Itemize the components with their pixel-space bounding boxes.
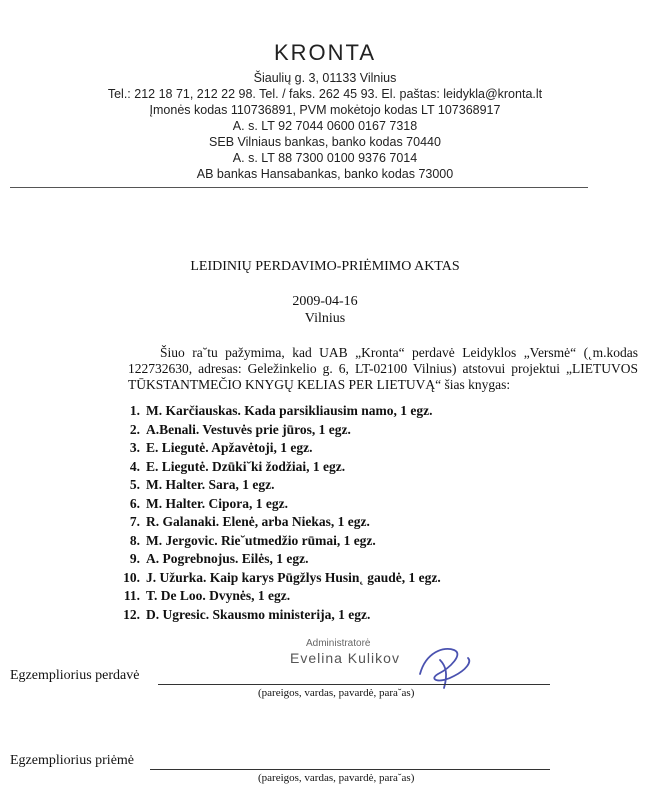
item-text: A. Pogrebnojus. Eilės, 1 egz. <box>146 551 309 566</box>
handed-signature-line <box>158 684 550 685</box>
list-item <box>112 476 441 495</box>
item-number: 11. <box>123 588 140 603</box>
list-item <box>112 532 441 551</box>
list-item <box>112 606 441 625</box>
item-text: D. Ugresic. Skausmo ministerija, 1 egz. <box>146 606 371 622</box>
item-number: 3. <box>129 440 140 455</box>
document-body: Šiuo ra˘tu pažymima, kad UAB „Kronta“ perdavė Leidyklos „Versmė“ (˛m.kodas 122732630, adresas: Geležinkelio g. 6, LT-02100 Vilnius) atstovui projektui „LIETUVOS TŪKSTANTMEČIO KNYGŲ KELIAS PER LIETUVĄ“ šias knygas: <box>128 345 638 392</box>
company-contacts: Tel.: 212 18 71, 212 22 98. Tel. / faks. 262 45 93. El. paštas: leidykla@kronta.lt <box>107 87 543 101</box>
item-text: E. Liegutė. Dzūki˘ki žodžiai, 1 egz. <box>146 458 346 474</box>
list-item <box>112 513 441 532</box>
list-item <box>112 569 441 588</box>
bank-account-2: A. s. LT 88 7300 0100 9376 7014 <box>232 151 418 165</box>
book-list <box>112 402 441 624</box>
document-place: Vilnius <box>304 311 346 326</box>
list-item <box>112 587 441 606</box>
item-number: 10. <box>123 569 140 585</box>
received-signature-line <box>150 769 550 770</box>
list-item <box>112 421 441 440</box>
item-number: 12. <box>123 606 140 622</box>
item-text: M. Halter. Sara, 1 egz. <box>146 477 275 492</box>
handed-caption: (pareigos, vardas, pavardė, para˘as) <box>258 687 415 699</box>
item-text: M. Halter. Cipora, 1 egz. <box>146 495 288 511</box>
received-caption: (pareigos, vardas, pavardė, para˘as) <box>258 772 415 784</box>
item-number: 8. <box>129 532 140 548</box>
item-number: 7. <box>129 514 140 529</box>
list-item <box>112 402 441 421</box>
item-number: 5. <box>129 477 140 492</box>
stamp-role: Administratorė <box>306 638 371 649</box>
list-item <box>112 495 441 514</box>
item-number: 9. <box>129 551 140 566</box>
company-name: KRONTA <box>273 40 377 65</box>
item-number: 1. <box>129 403 140 418</box>
handed-label: Egzempliorius perdavė <box>10 668 140 683</box>
company-codes: Įmonės kodas 110736891, PVM mokėtojo kodas LT 107368917 <box>149 103 501 117</box>
list-item <box>112 458 441 477</box>
item-text: J. Užurka. Kaip karys Pūgžlys Husin˛ gaudė, 1 egz. <box>146 569 441 585</box>
bank-name-1: SEB Vilniaus bankas, banko kodas 70440 <box>209 135 441 149</box>
item-number: 6. <box>129 495 140 511</box>
header-divider <box>10 187 588 188</box>
document-date: 2009-04-16 <box>292 294 358 309</box>
received-label: Egzempliorius priėmė <box>10 753 135 768</box>
company-address: Šiaulių g. 3, 01133 Vilnius <box>253 71 397 85</box>
item-text: E. Liegutė. Apžavėtoji, 1 egz. <box>146 440 313 455</box>
item-text: M. Karčiauskas. Kada parsikliausim namo, 1 egz. <box>146 403 433 418</box>
item-number: 2. <box>129 421 140 437</box>
document-title: LEIDINIŲ PERDAVIMO-PRIĖMIMO AKTAS <box>190 259 460 274</box>
item-text: A.Benali. Vestuvės prie jūros, 1 egz. <box>146 421 351 437</box>
item-number: 4. <box>129 458 140 474</box>
item-text: T. De Loo. Dvynės, 1 egz. <box>146 588 291 603</box>
stamp-name: Evelina Kulikov <box>290 650 400 666</box>
item-text: M. Jergovic. Rie˘utmedžio rūmai, 1 egz. <box>146 532 376 548</box>
bank-name-2: AB bankas Hansabankas, banko kodas 73000 <box>196 167 454 181</box>
item-text: R. Galanaki. Elenė, arba Niekas, 1 egz. <box>146 514 370 529</box>
list-item <box>112 439 441 458</box>
bank-account-1: A. s. LT 92 7044 0600 0167 7318 <box>232 119 418 133</box>
list-item <box>112 550 441 569</box>
